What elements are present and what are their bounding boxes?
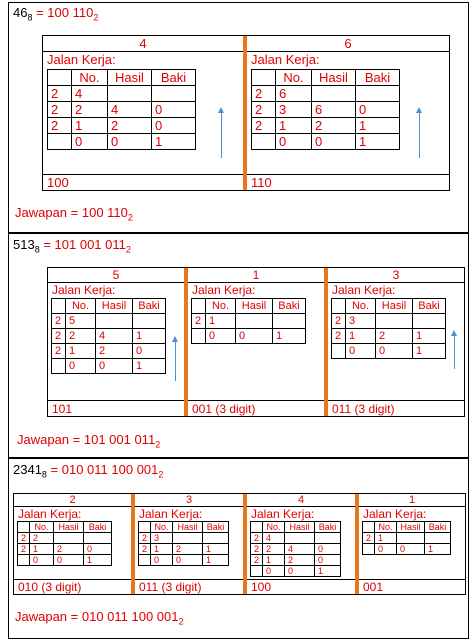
header-no: No. — [346, 299, 376, 314]
grid-column — [359, 494, 465, 594]
column-digit: 5 — [48, 268, 184, 283]
jalan-kerja-label: Jalan Kerja: — [332, 283, 396, 297]
table-header-row — [332, 299, 446, 314]
table-row: 2 2 — [18, 533, 112, 544]
jalan-kerja-label: Jalan Kerja: — [18, 507, 82, 521]
grid-column — [247, 494, 355, 594]
table-row: 0 0 1 — [192, 329, 306, 344]
header-baki: Baki — [133, 299, 166, 314]
column-digit: 3 — [135, 494, 243, 507]
grid-column — [43, 36, 243, 190]
column-result: 011 (3 digit) — [135, 579, 243, 594]
table-row: 0 0 1 — [139, 555, 229, 566]
table-row: 0 0 1 — [363, 544, 451, 555]
header-hasil: Hasil — [108, 70, 152, 86]
table-row: 2 1 2 1 — [252, 118, 400, 134]
section-1-answer: Jawapan = 100 $110_2$ — [15, 205, 133, 223]
work-table — [250, 521, 341, 577]
work-table — [47, 69, 196, 150]
jalan-kerja-label: Jalan Kerja: — [251, 507, 315, 521]
table-row: 2 1 2 0 — [251, 555, 341, 566]
header-baki: Baki — [84, 522, 112, 533]
table-row: 2 3 — [332, 314, 446, 329]
jalan-kerja-label: Jalan Kerja: — [139, 507, 203, 521]
up-arrow-icon — [454, 335, 455, 369]
header-hasil: Hasil — [376, 299, 413, 314]
header-hasil: Hasil — [236, 299, 273, 314]
work-table — [251, 69, 400, 150]
header-baki: Baki — [425, 522, 451, 533]
jalan-kerja-label: Jalan Kerja: — [47, 52, 116, 67]
column-result: 001 — [359, 579, 465, 594]
work-table — [51, 298, 166, 374]
section-1-grid — [42, 35, 450, 191]
section-2-label: $513_8 = 101$ 001 $011_2$ — [13, 237, 131, 255]
header-baki: Baki — [273, 299, 306, 314]
header-baki: Baki — [203, 522, 229, 533]
column-digit: 1 — [188, 268, 324, 283]
jalan-kerja-label: Jalan Kerja: — [52, 283, 116, 297]
table-header-row — [48, 70, 196, 86]
table-header-row — [192, 299, 306, 314]
header-no: No. — [276, 70, 312, 86]
table-row: 0 0 1 — [52, 359, 166, 374]
header-baki: Baki — [152, 70, 196, 86]
table-row: 2 1 — [363, 533, 451, 544]
table-row: 0 0 1 — [48, 134, 196, 150]
jalan-kerja-label: Jalan Kerja: — [363, 507, 427, 521]
column-digit: 2 — [14, 494, 131, 507]
table-row: 2 5 — [52, 314, 166, 329]
table-header-row — [139, 522, 229, 533]
column-result: 010 (3 digit) — [14, 579, 131, 594]
header-baki: Baki — [315, 522, 341, 533]
column-digit: 1 — [359, 494, 465, 507]
table-row: 2 1 2 0 — [48, 118, 196, 134]
section-1-label: $46_8 = 100$ $110_2$ — [13, 5, 99, 23]
column-digit: 4 — [43, 36, 243, 52]
table-row: 2 4 — [48, 86, 196, 102]
work-table — [191, 298, 306, 344]
up-arrow-icon — [175, 341, 176, 381]
table-row: 2 2 4 0 — [48, 102, 196, 118]
column-result: 100 — [247, 579, 355, 594]
header-hasil: Hasil — [397, 522, 425, 533]
section-2-answer: Jawapan = 101 001 $011_2$ — [17, 432, 161, 450]
header-no: No. — [263, 522, 285, 533]
table-row: 2 4 — [251, 533, 341, 544]
table-row: 2 1 2 0 — [18, 544, 112, 555]
section-2-panel — [8, 233, 469, 458]
table-row: 2 6 — [252, 86, 400, 102]
jalan-kerja-label: Jalan Kerja: — [251, 52, 320, 67]
section-3-panel — [8, 458, 469, 639]
work-table — [362, 521, 451, 555]
table-row: 2 3 6 0 — [252, 102, 400, 118]
table-row: 2 1 2 1 — [139, 544, 229, 555]
table-row: 2 2 4 0 — [251, 544, 341, 555]
column-result: 100 — [43, 174, 243, 190]
column-result: 110 — [247, 174, 449, 190]
grid-column — [48, 268, 184, 416]
grid-column — [14, 494, 131, 594]
column-result: 001 (3 digit) — [188, 400, 324, 416]
column-result: 101 — [48, 400, 184, 416]
table-row: 0 0 1 — [18, 555, 112, 566]
table-row: 0 0 1 — [251, 566, 341, 577]
column-digit: 3 — [328, 268, 464, 283]
up-arrow-icon — [221, 112, 222, 158]
up-arrow-icon — [419, 112, 420, 158]
column-result: 011 (3 digit) — [328, 400, 464, 416]
header-no: No. — [66, 299, 96, 314]
table-header-row — [18, 522, 112, 533]
table-row: 2 3 — [139, 533, 229, 544]
table-row: 2 1 2 1 — [332, 329, 446, 344]
section-3-label: $2341_8 = 010$ 011 100 $001_2$ — [13, 462, 164, 480]
header-baki: Baki — [413, 299, 446, 314]
section-1-panel — [8, 2, 469, 233]
header-hasil: Hasil — [54, 522, 84, 533]
grid-column — [135, 494, 243, 594]
section-3-grid — [13, 493, 466, 595]
table-row: 2 2 4 1 — [52, 329, 166, 344]
header-hasil: Hasil — [173, 522, 203, 533]
header-hasil: Hasil — [96, 299, 133, 314]
section-2-grid — [47, 267, 465, 417]
header-hasil: Hasil — [285, 522, 315, 533]
header-no: No. — [206, 299, 236, 314]
table-row: 2 1 2 0 — [52, 344, 166, 359]
header-no: No. — [30, 522, 54, 533]
work-table — [17, 521, 112, 566]
work-table — [138, 521, 229, 566]
header-baki: Baki — [356, 70, 400, 86]
table-header-row — [363, 522, 451, 533]
table-header-row — [52, 299, 166, 314]
grid-column — [328, 268, 464, 416]
column-digit: 6 — [247, 36, 449, 52]
header-no: No. — [375, 522, 397, 533]
work-table — [331, 298, 446, 359]
table-row: 0 0 1 — [252, 134, 400, 150]
header-no: No. — [72, 70, 108, 86]
jalan-kerja-label: Jalan Kerja: — [192, 283, 256, 297]
grid-column — [188, 268, 324, 416]
header-hasil: Hasil — [312, 70, 356, 86]
table-row: 2 1 — [192, 314, 306, 329]
table-header-row — [251, 522, 341, 533]
header-no: No. — [151, 522, 173, 533]
table-row: 0 0 1 — [332, 344, 446, 359]
section-3-answer: Jawapan = 010 011 100 $001_2$ — [15, 609, 184, 627]
column-digit: 4 — [247, 494, 355, 507]
grid-column — [247, 36, 449, 190]
table-header-row — [252, 70, 400, 86]
